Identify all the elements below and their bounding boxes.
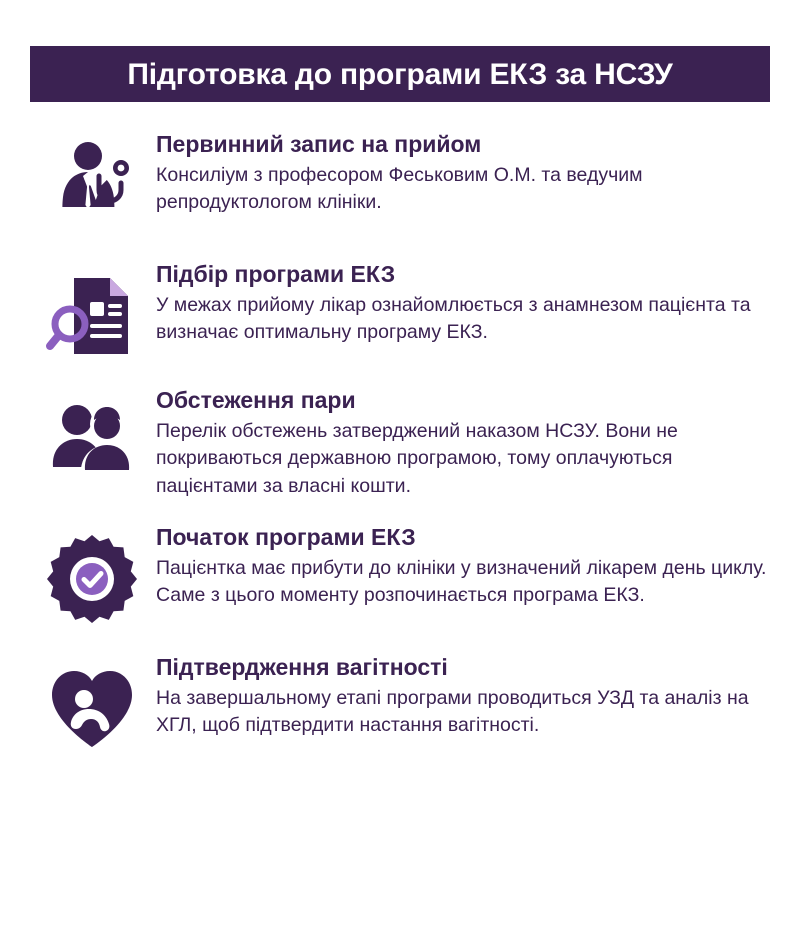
steps-list [0,130,800,757]
page-title: Підготовка до програми ЕКЗ за НСЗУ [127,57,673,91]
step-text [150,386,770,501]
checkmark-badge-icon [34,523,150,627]
step-text [150,523,770,610]
document-search-icon [34,260,150,364]
step-description: На завершальному етапі програми проводиться УЗД та аналіз на ХГЛ, щоб підтвердити настання вагітності. [156,686,749,737]
step-title: Початок програми ЕКЗ [156,523,416,550]
step-text [150,653,770,740]
step-description: Пацієнтка має прибути до клініки у визначений лікарем день циклу. Саме з цього моменту розпочинається програма ЕКЗ. [156,556,767,607]
step-text [150,260,770,347]
heart-baby-icon [34,653,150,757]
list-item [0,653,800,757]
step-description: Перелік обстежень затверджений наказом НСЗУ. Вони не покриваються державною програмою, тому оплачуються пацієнтами за власні кошти. [156,419,678,498]
step-title: Підтвердження вагітності [156,653,448,680]
list-item [0,260,800,364]
step-title: Первинний запис на прийом [156,131,482,157]
doctor-icon [34,130,150,234]
header-banner [30,46,770,102]
step-description: Консиліум з професором Феськовим О.М. та ведучим репродуктологом клініки. [156,163,643,214]
list-item [0,130,800,234]
step-title: Обстеження пари [156,387,356,413]
step-text [150,130,770,217]
list-item [0,523,800,627]
step-description: У межах прийому лікар ознайомлюється з анамнезом пацієнта та визначає оптимальну програму ЕКЗ. [156,293,751,344]
step-title: Підбір програми ЕКЗ [156,261,396,287]
couple-icon [34,386,150,490]
list-item [0,386,800,501]
